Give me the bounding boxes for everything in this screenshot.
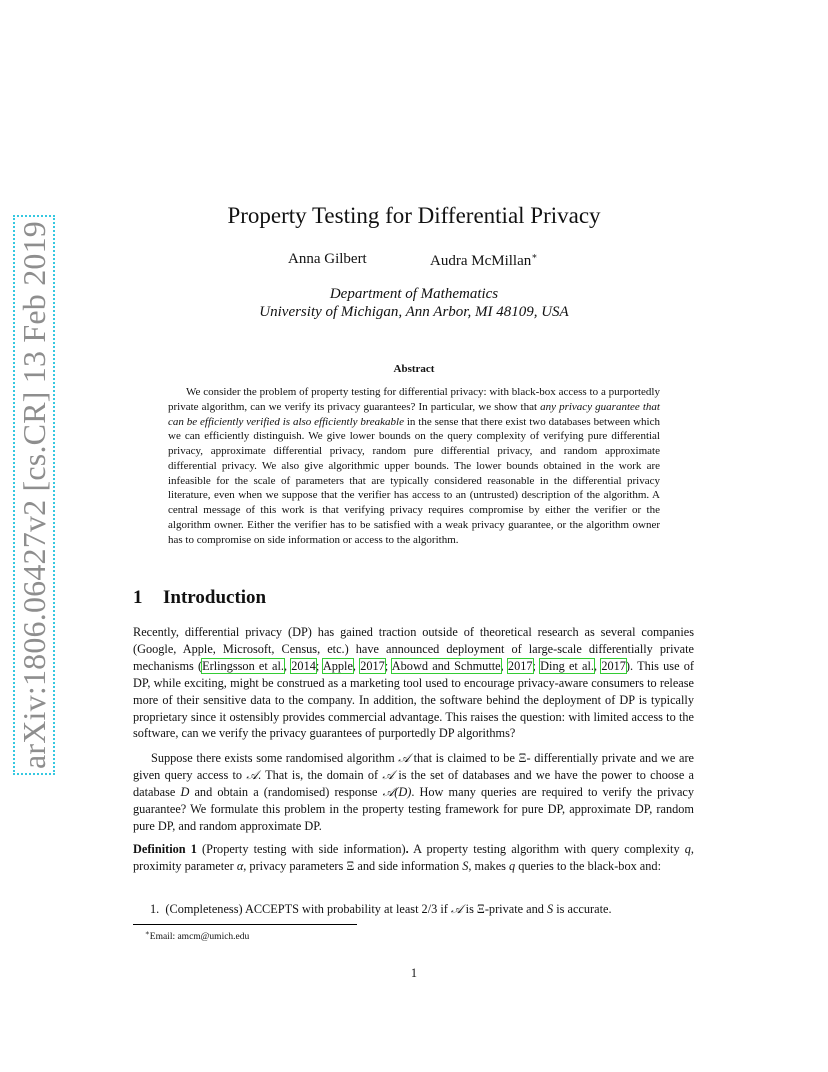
author-mcmillan-name: Audra McMillan (430, 253, 532, 269)
list-number: 1. (150, 902, 160, 916)
definition-text: , makes (468, 858, 510, 873)
intro-p2-text: and obtain a (randomised) response (189, 784, 383, 799)
footnote-divider (133, 924, 357, 925)
symbol-s: S (462, 858, 469, 873)
citation-apple-author[interactable]: Apple (322, 658, 353, 673)
abstract-text-2: in the sense that there exist two databases between which we can efficiently distinguish. We give lower bounds on the query complexity of verifying pure differential privacy, approximate differential privacy, random pure differential privacy, and random approximate differential privacy. We also give algorithmic upper bounds. The lower bounds obtained in the work are infeasible for the scale of parameters that are typically considered reasonable in the differential privacy literature, even when we suppose that the verifier has access to an (untrusted) description of the algorithm. A central message of this work is that verifying privacy requires compromise by either the verifier or the algorithm owner. Either the verifier has to be satisfied with a weak privacy guarantee, or the algorithm owner has to compromise on side information or access to the algorithm. (168, 415, 660, 546)
intro-p2-text: . How many queries are required to verify the privacy guarantee? We formulate this problem in the property testing framework for pure DP, approximate DP, random pure DP, and random approximate DP. (133, 784, 695, 833)
abstract-heading: Abstract (393, 363, 435, 375)
list-text: (Completeness) ACCEPTS with probability at least 2/3 if (165, 902, 451, 916)
symbol-q: q (684, 842, 691, 856)
symbol-algorithm: 𝒜 (382, 767, 395, 782)
symbol-alpha: α (236, 858, 244, 873)
definition-text: (Property testing with side information) (196, 842, 406, 856)
definition-text: , proximity parameter (133, 842, 694, 873)
list-text: is accurate. (553, 902, 612, 916)
citation-ding-author[interactable]: Ding et al. (540, 658, 595, 673)
symbol-algorithm: 𝒜 (398, 751, 410, 765)
definition-text: , privacy parameters Ξ and side information (243, 858, 463, 873)
footnote-marker[interactable]: ∗ (531, 251, 538, 261)
footnote (145, 929, 249, 942)
author-mcmillan (430, 251, 537, 270)
definition-label: Definition 1 (133, 842, 197, 856)
section-heading (133, 587, 266, 609)
list-item-completeness (150, 901, 612, 918)
paper-title: Property Testing for Differential Privacy (227, 203, 601, 228)
definition-text: A property testing algorithm with query complexity (408, 842, 685, 856)
symbol-database: D (180, 784, 190, 799)
symbol-q: q (509, 858, 516, 873)
intro-p2-text: is the set of databases and we have the power to choose a database (133, 767, 694, 799)
symbol-response: 𝒜(D) (382, 784, 412, 799)
definition-text: queries to the black-box and: (515, 858, 661, 873)
intro-paragraph-2 (133, 750, 694, 835)
footnote-mark: ∗ (145, 929, 150, 937)
affiliation-department: Department of Mathematics (329, 286, 499, 302)
intro-p2-text: . That is, the domain of (258, 767, 383, 782)
citation-abowd-year[interactable]: 2017 (507, 658, 533, 673)
list-text: is Ξ-private and (462, 902, 547, 916)
arxiv-sidebar (14, 220, 54, 770)
affiliation (0, 285, 828, 321)
citation-ding-year[interactable]: 2017 (601, 658, 626, 673)
symbol-s: S (546, 902, 554, 916)
definition-period: . (405, 842, 409, 856)
intro-p2-text: that is claimed to be Ξ- differentially private and we are given query access to (133, 751, 694, 782)
section-number: 1 (133, 587, 143, 608)
arxiv-identifier[interactable]: arXiv:1806.06427v2 [cs.CR] 13 Feb 2019 (13, 215, 55, 775)
definition-1 (133, 841, 694, 875)
abstract-text-1: We consider the problem of property testing for differential privacy: with black-box access to a purportedly private algorithm, can we verify its privacy guarantees? In particular, we show that (168, 386, 660, 413)
symbol-algorithm: 𝒜 (450, 902, 463, 916)
abstract-body (168, 385, 660, 547)
footnote-text: Email: amcm@umich.edu (149, 932, 250, 943)
page-number: 1 (410, 966, 418, 980)
intro-p1-start: Recently, differential privacy (DP) has gained traction outside of theoretical research as several companies (Google, Apple, Microsoft, Census, etc.) have announced deployment of large-scale differentially private mechanisms ( (133, 625, 694, 673)
citation-erlingsson-year[interactable]: 2014 (291, 658, 316, 673)
abstract-emphasis: any privacy guarantee that can be efficiently verified is also efficiently breakable (168, 400, 660, 428)
symbol-algorithm: 𝒜 (246, 767, 258, 782)
section-title: Introduction (163, 587, 267, 608)
intro-paragraph-1: Recently, differential privacy (DP) has gained traction outside of theoretical research as several companies (Google, Apple, Microsoft, Census, etc.) have announced deployment of large-scale differentially private mechanisms (Erlingsson et al., 2014; Apple, 2017; Abowd and Schmutte, 2017; Ding et al., 2017). This use of DP, while exciting, might be construed as a marketing tool used to encourage privacy-aware consumers to release more of their sensitive data to the company. In addition, the software behind the deployment of DP is typically proprietary since it ostensibly provides commercial advantage. This raises the question: with limited access to the software, can we verify the privacy guarantees of purportedly DP algorithms? (133, 625, 695, 741)
citation-erlingsson-author[interactable]: Erlingsson et al. (202, 658, 284, 673)
intro-p2-text: Suppose there exists some randomised algorithm (151, 751, 399, 765)
author-gilbert: Anna Gilbert (288, 251, 367, 267)
citation-apple-year[interactable]: 2017 (360, 658, 385, 673)
citation-abowd-author[interactable]: Abowd and Schmutte (391, 658, 501, 673)
intro-p1-end: ). This use of DP, while exciting, might be construed as a marketing tool used to encourage privacy-aware consumers to release more of their sensitive data to the company. In addition, the software behind the deployment of DP is typically proprietary since it ostensibly provides commercial advantage. This raises the question: with limited access to the software, can we verify the privacy guarantees of purportedly DP algorithms? (133, 658, 695, 741)
affiliation-university: University of Michigan, Ann Arbor, MI 48109, USA (259, 304, 569, 320)
